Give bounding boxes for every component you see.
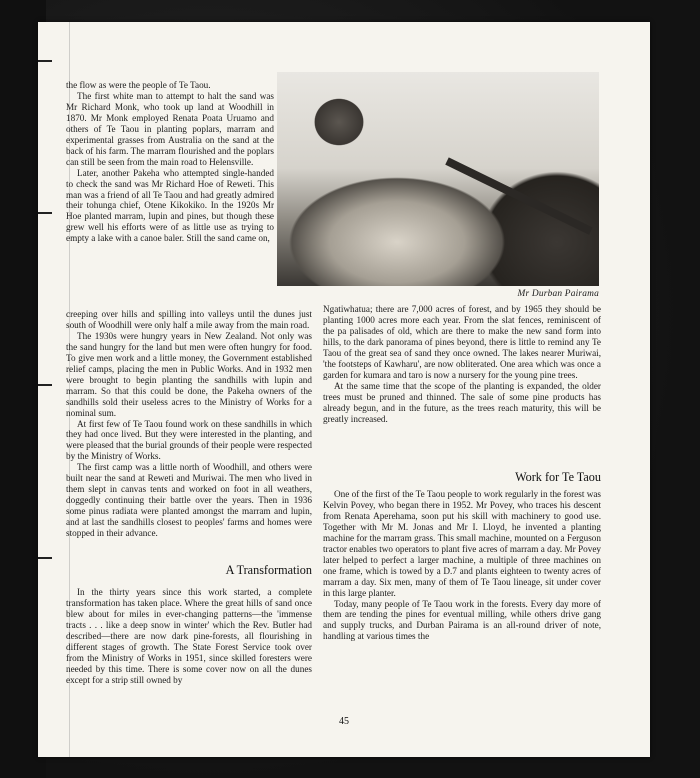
column-1-bottom	[66, 587, 312, 686]
paragraph: Today, many people of Te Taou work in the forests. Every day more of them are tending the pines for eventual milling, while others drive gang and supply trucks, and Durban Pairama is an all-round driver of note, handling at various times the	[323, 598, 601, 642]
binding-mark	[38, 60, 52, 62]
column-2-bottom	[323, 489, 601, 642]
binding-mark	[38, 384, 52, 386]
section-heading-transformation: A Transformation	[225, 563, 312, 577]
paragraph: Ngatiwhatua; there are 7,000 acres of forest, and by 1965 they should be planting 1000 acres more each year. From the slat fences, reminiscent of the pa palisades of old, which are there to make the new sand form into hills, to the dark panorama of pines beyond, there is little to remind any Te Taou of the great sea of sand they once owned. The lakes nearer Muriwai, 'the footsteps of Kawharu', are now obliterated. One area which was once a garden for kumara and taro is now a nursery for the young pine trees.	[323, 304, 601, 380]
column-1-middle	[66, 309, 312, 539]
binding-mark	[38, 212, 52, 214]
column-1-top	[66, 80, 274, 244]
paragraph: The first white man to attempt to halt the sand was Mr Richard Monk, who took up land at Woodhill in 1870. Mr Monk employed Renata Poata Uruamo and others of Te Taou in planting poplars, marram and experimental grasses from Australia on the sand at the back of his farm. The marram flourished and the poplars can still be seen from the main road to Helensville.	[66, 90, 274, 167]
column-2-top	[323, 304, 601, 424]
portrait-photo	[277, 72, 599, 286]
paragraph: The 1930s were hungry years in New Zealand. Not only was the sand hungry for the land but men were often hungry for food. To give men work and a little money, the Government established relief camps, placing the men in Public Works. And in 1932 men were brought to begin planting the sandhills with lupin and marram. So that this could be done, the Pakeha owners of the sandhills sold their useless acres to the Ministry of Works for a nominal sum.	[66, 330, 312, 418]
document-page	[38, 22, 650, 757]
page-number: 45	[339, 716, 349, 727]
paragraph: At the same time that the scope of the planting is expanded, the older trees must be pruned and thinned. The sale of some pine products has already begun, and in the future, as the trees reach maturity, this will be greatly increased.	[323, 380, 601, 424]
section-heading-work-for-te-taou: Work for Te Taou	[515, 470, 601, 484]
paragraph: creeping over hills and spilling into valleys until the dunes just south of Woodhill were only half a mile away from the main road.	[66, 309, 312, 330]
paragraph: Later, another Pakeha who attempted single-handed to check the sand was Mr Richard Hoe of Reweti. This man was a friend of all Te Taou and had greatly admired their tohunga chief, Otene Kikokiko. In the 1920s Mr Hoe planted marram, lupin and pines, but though these grew well his efforts were of as little use as trying to empty a lake with a canoe baler. Still the sand came on,	[66, 167, 274, 244]
paragraph: At first few of Te Taou found work on these sandhills in which they had once lived. But they were interested in the planting, and were pleased that the burial grounds of their people were respected by the Ministry of Works.	[66, 418, 312, 462]
paragraph: In the thirty years since this work started, a complete transformation has taken place. Where the great hills of sand once blew about for miles in ever-changing patterns—the 'immense tracts . . . like a deep snow in winter' which the Rev. Butler had described—there are now dark pine-forests, all flourishing in different stages of growth. The State Forest Service took over from the Ministry of Works in 1951, since skilled foresters were needed by this time. There is some cover now on all the dunes except for a strip still owned by	[66, 587, 312, 685]
binding-mark	[38, 557, 52, 559]
paragraph: The first camp was a little north of Woodhill, and others were built near the sand at Reweti and Muriwai. The men who lived in them slept in canvas tents and worked on foot in all weathers, doggedly continuing their battle over the years. Then in 1936 some pinus radiata were planted amongst the marram and lupin, and at last the sandhills closest to peoples' farms and homes were stopped in their advance.	[66, 462, 312, 539]
paragraph: the flow as were the people of Te Taou.	[66, 80, 211, 90]
paragraph: One of the first of the Te Taou people to work regularly in the forest was Kelvin Povey, who began there in 1952. Mr Povey, who traces his descent from Renata Aperehama, soon put his skill with machinery to good use. Together with Mr M. Jonas and Mr I. Lloyd, he invented a planting machine for the marram grass. This small machine, mounted on a Ferguson tractor enables two operators to plant five acres of marram a day. Mr Povey later helped to perfect a larger machine, a multiple of three machines on one frame, which is towed by a D.7 and plants eighteen to twenty acres of marram a day. Six men, many of them of Te Taou lineage, sit under cover in this large planter.	[323, 489, 601, 598]
photo-caption: Mr Durban Pairama	[517, 289, 599, 299]
